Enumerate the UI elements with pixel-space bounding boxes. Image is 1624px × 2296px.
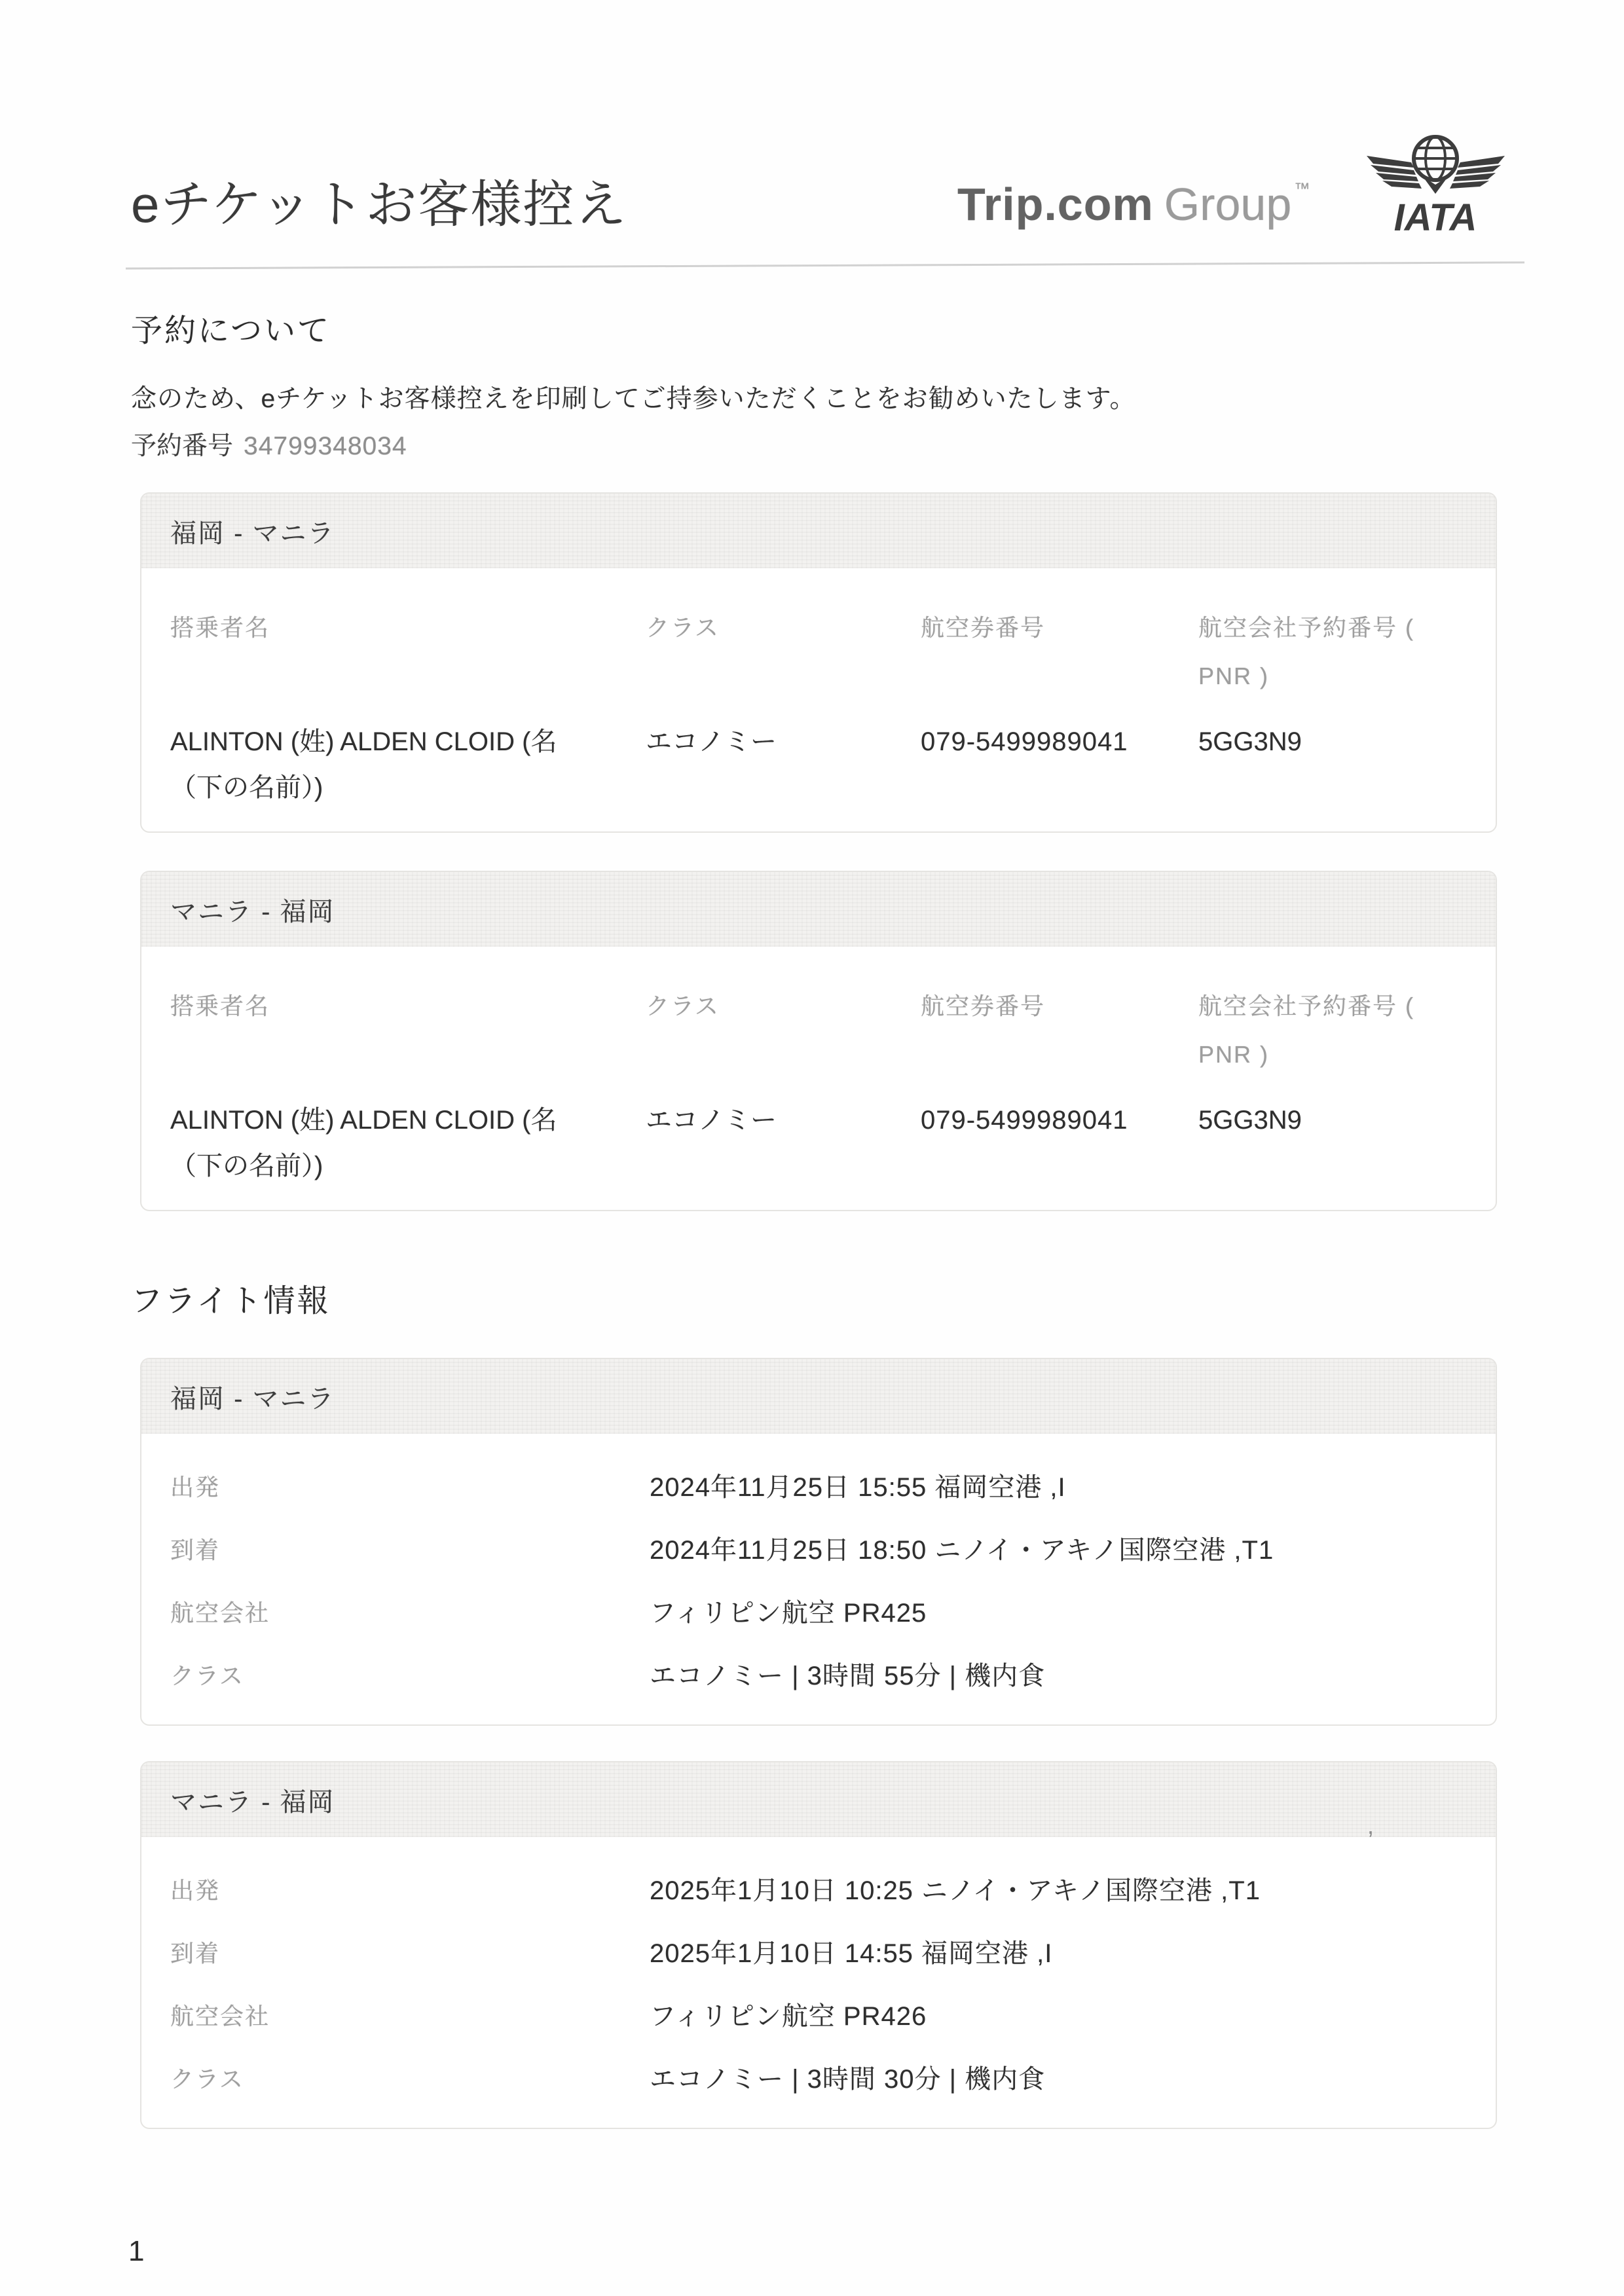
- route-header: [141, 872, 1496, 947]
- departure-label: 出発: [170, 1474, 221, 1501]
- booking-number-line: [131, 426, 407, 462]
- ticket-number-value: 079-5499989041: [921, 727, 1128, 756]
- flight-row-arrival: [170, 1533, 1476, 1596]
- iata-logo-text: IATA: [1393, 196, 1477, 239]
- trademark-symbol: ™: [1294, 180, 1310, 198]
- class-value: エコノミー | 3時間 30分 | 機内食: [650, 2065, 1046, 2094]
- arrival-value: 2025年1月10日 14:55 福岡空港 ,I: [650, 1939, 1053, 1968]
- scan-artifact-speck: ,: [1367, 1812, 1375, 1839]
- column-header-pnr-line1: 航空会社予約番号 (: [1198, 993, 1414, 1019]
- class-label: クラス: [170, 2066, 244, 2092]
- pnr-value: 5GG3N9: [1198, 1106, 1302, 1135]
- airline-value: フィリピン航空 PR426: [650, 2002, 927, 2031]
- flight-row-departure: [170, 1874, 1476, 1937]
- route-header: [141, 1359, 1496, 1434]
- group-logo-text: Group: [1164, 179, 1292, 230]
- pnr-value: 5GG3N9: [1198, 727, 1302, 756]
- flight-section-heading: フライト情報: [131, 1284, 331, 1319]
- passenger-name-line2: （下の名前）): [170, 773, 323, 802]
- class-label: クラス: [170, 1662, 244, 1689]
- flight-row-arrival: [170, 1937, 1476, 1999]
- column-header-pnr-line2: PNR ): [1198, 1041, 1269, 1068]
- booking-number-label: 予約番号: [131, 432, 234, 460]
- arrival-label: 到着: [170, 1537, 221, 1563]
- column-header-pnr-line1: 航空会社予約番号 (: [1198, 614, 1414, 641]
- route-label: マニラ - 福岡: [170, 897, 335, 926]
- column-header-passenger: 搭乗者名: [170, 614, 270, 641]
- departure-value: 2025年1月10日 10:25 ニノイ・アキノ国際空港 ,T1: [650, 1876, 1261, 1905]
- flight-row-airline: [170, 1999, 1476, 2062]
- flight-row-airline: [170, 1596, 1476, 1659]
- passenger-name-line1: ALINTON (姓) ALDEN CLOID (名: [170, 727, 557, 756]
- flight-table-manila-fukuoka: [140, 1761, 1497, 2129]
- page-title: eチケットお客様控え: [131, 175, 628, 233]
- route-header: [141, 1762, 1496, 1837]
- flight-row-class: [170, 2062, 1476, 2125]
- column-header-pnr-line2: PNR ): [1198, 663, 1269, 689]
- flight-row-class: [170, 1659, 1476, 1722]
- column-header-pnr: [1198, 982, 1480, 1079]
- route-label: 福岡 - マニラ: [170, 519, 335, 548]
- passenger-name-line2: （下の名前）): [170, 1152, 323, 1180]
- booking-note: 念のため、eチケットお客様控えを印刷してご持参いただくことをお勧めいたします。: [131, 385, 1136, 413]
- airline-value: フィリピン航空 PR425: [650, 1599, 927, 1628]
- arrival-value: 2024年11月25日 18:50 ニノイ・アキノ国際空港 ,T1: [650, 1536, 1274, 1565]
- flight-detail-rows: [170, 1470, 1476, 1722]
- arrival-label: 到着: [170, 1940, 221, 1967]
- passenger-name: [170, 1097, 629, 1189]
- passenger-table-manila-fukuoka: [140, 871, 1497, 1211]
- route-label: 福岡 - マニラ: [170, 1384, 335, 1413]
- column-header-class: クラス: [646, 614, 720, 641]
- flight-detail-rows: [170, 1874, 1476, 2125]
- column-header-ticket-number: 航空券番号: [921, 614, 1046, 641]
- airline-label: 航空会社: [170, 1599, 270, 1626]
- column-header-pnr: [1198, 604, 1480, 701]
- route-label: マニラ - 福岡: [170, 1787, 335, 1817]
- route-header: [141, 494, 1496, 568]
- column-header-class: クラス: [646, 993, 720, 1019]
- iata-logo: [1365, 131, 1506, 239]
- departure-value: 2024年11月25日 15:55 福岡空港 ,I: [650, 1473, 1066, 1502]
- cabin-class-value: エコノミー: [646, 727, 777, 756]
- page-number: 1: [128, 2235, 145, 2267]
- ticket-number-value: 079-5499989041: [921, 1106, 1128, 1135]
- booking-number-value: 34799348034: [244, 432, 407, 460]
- passenger-name-line1: ALINTON (姓) ALDEN CLOID (名: [170, 1106, 557, 1135]
- column-header-passenger: 搭乗者名: [170, 993, 270, 1019]
- airline-label: 航空会社: [170, 2003, 270, 2030]
- passenger-name: [170, 719, 629, 811]
- column-header-ticket-number: 航空券番号: [921, 993, 1046, 1019]
- iata-winged-globe-icon: [1365, 131, 1506, 239]
- flight-table-fukuoka-manila: [140, 1358, 1497, 1726]
- class-value: エコノミー | 3時間 55分 | 機内食: [650, 1662, 1046, 1690]
- tripcom-group-logo: [957, 178, 1310, 230]
- flight-row-departure: [170, 1470, 1476, 1533]
- tripcom-logo-text: Trip.com: [957, 179, 1154, 230]
- booking-section-heading: 予約について: [131, 314, 331, 348]
- passenger-table-fukuoka-manila: [140, 492, 1497, 833]
- header-divider: [126, 261, 1524, 269]
- departure-label: 出発: [170, 1877, 221, 1904]
- cabin-class-value: エコノミー: [646, 1106, 777, 1135]
